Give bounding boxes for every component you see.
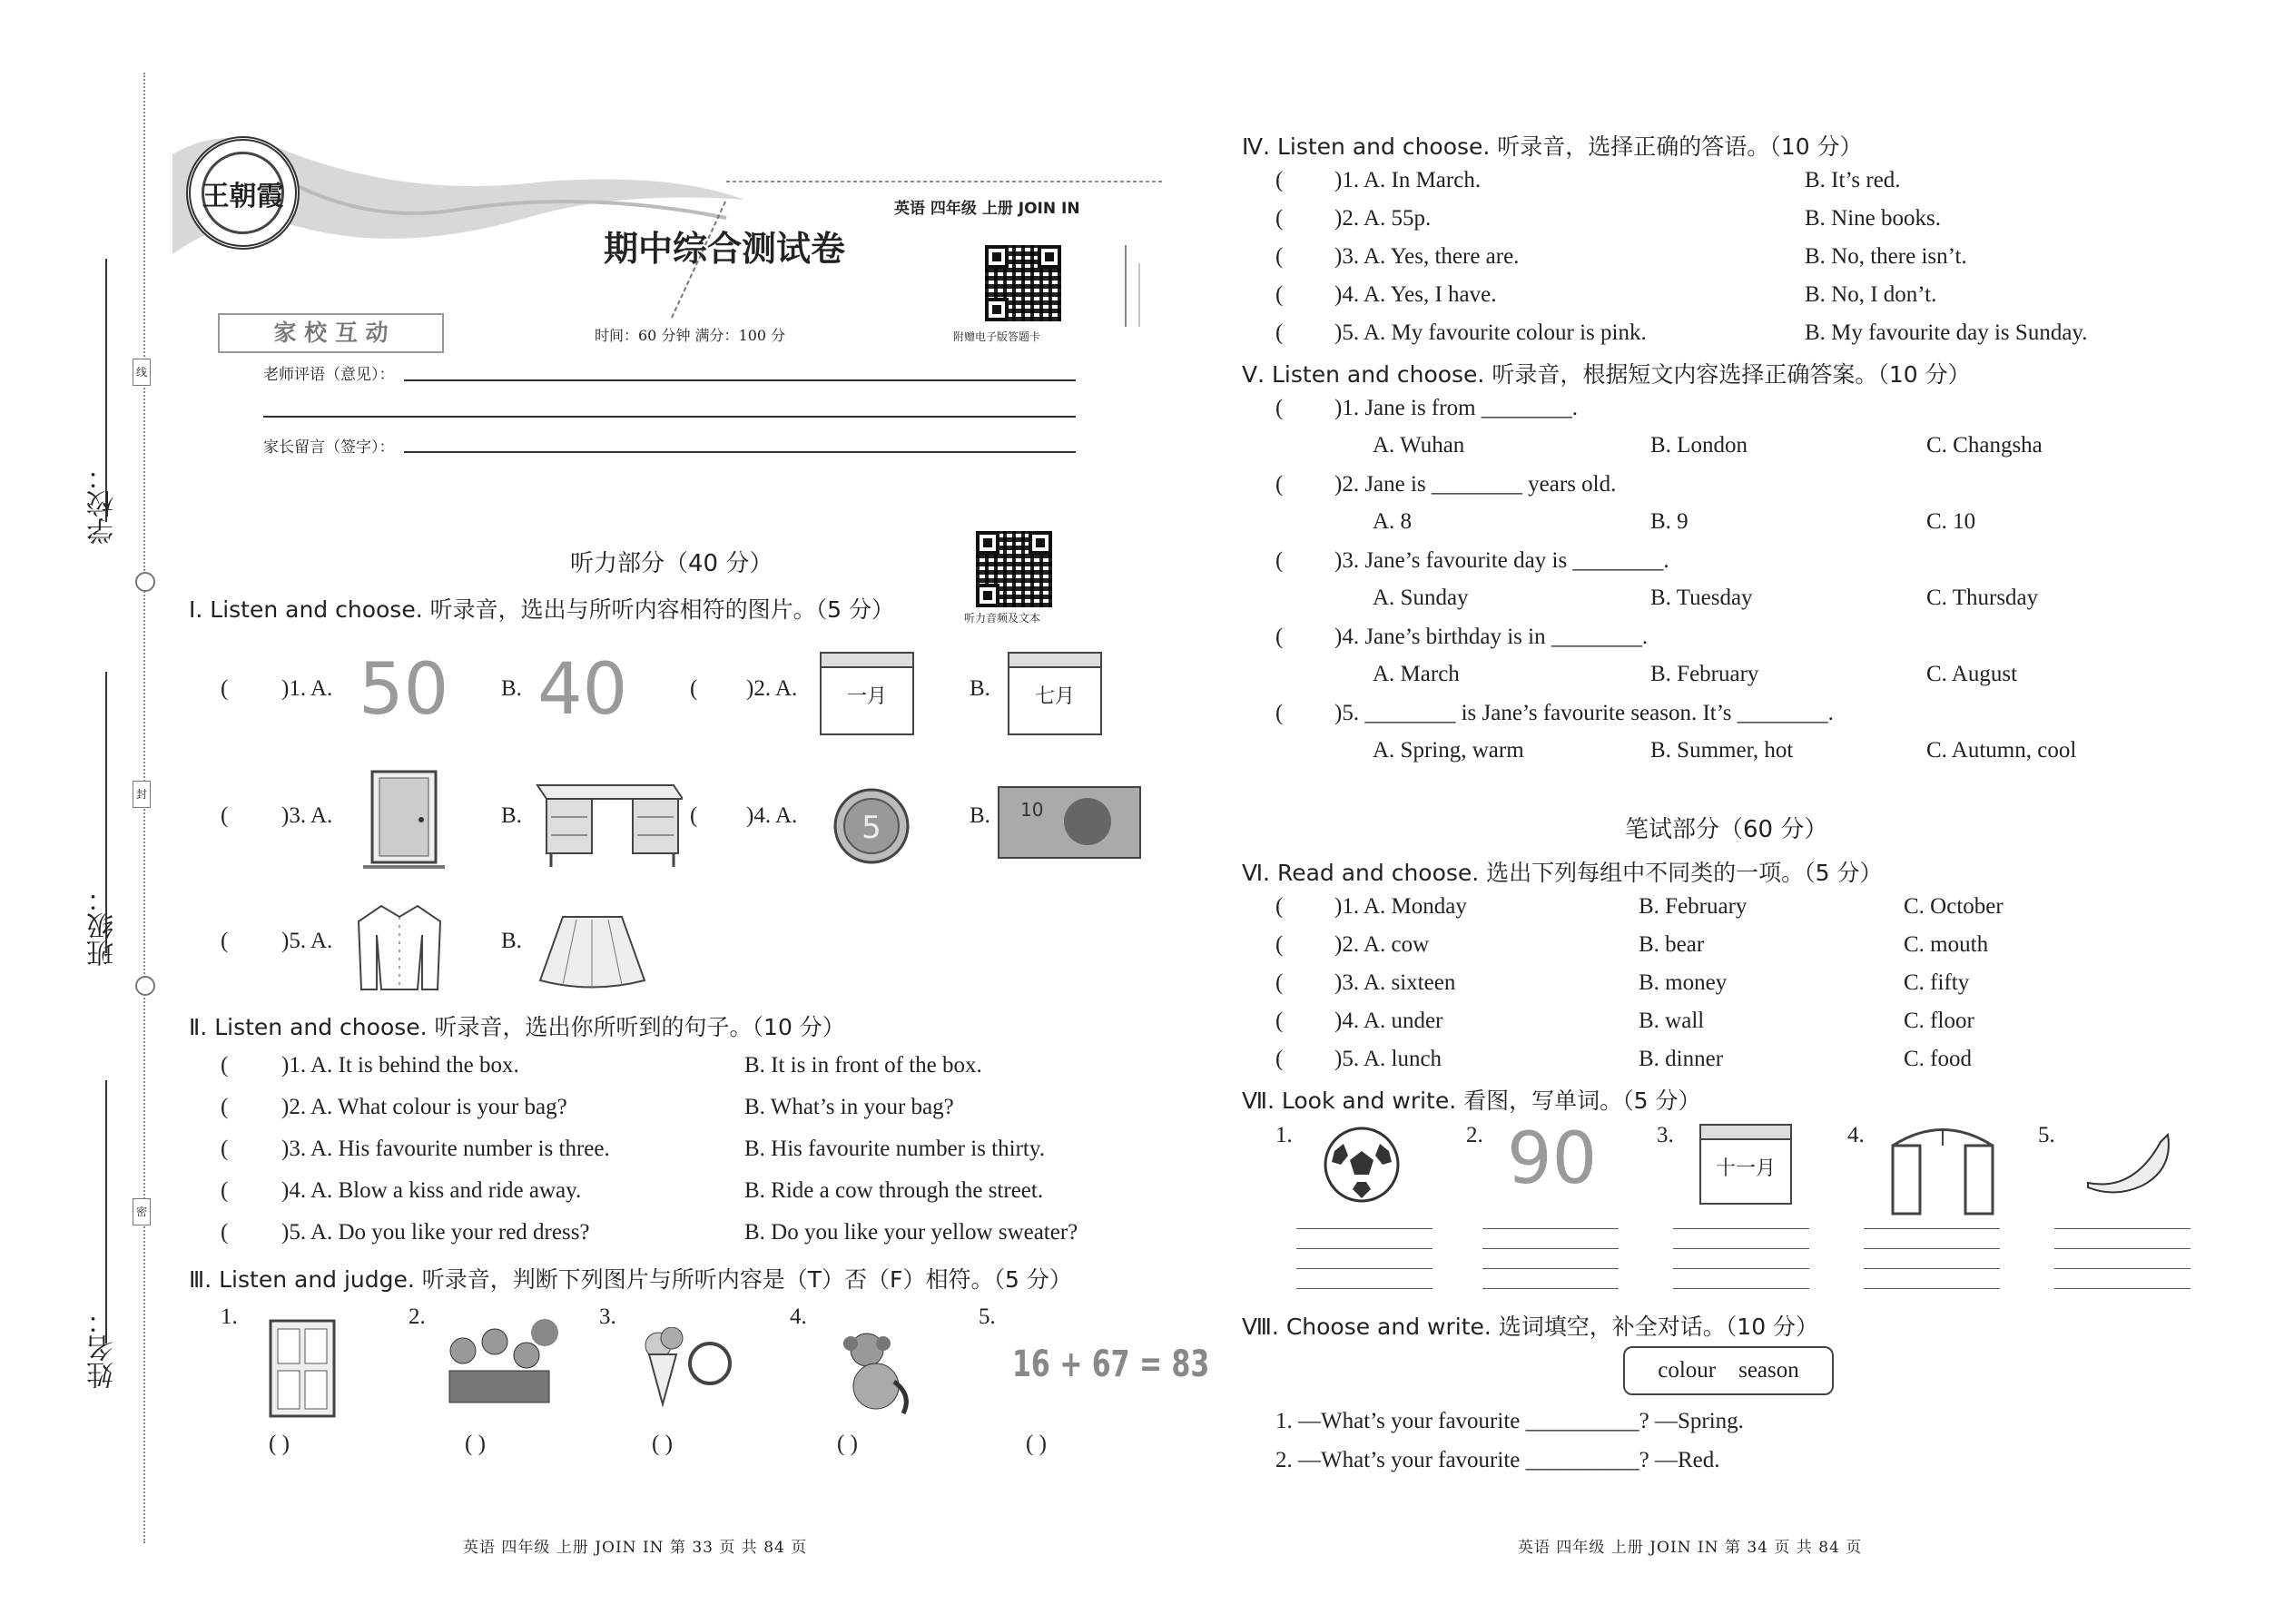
write-line-5b[interactable] — [2054, 1248, 2191, 1249]
calendar-november-picture: 十一月 — [1699, 1124, 1792, 1205]
section-8-title: Ⅷ. Choose and write. 选词填空，补全对话。（10 分） — [1242, 1314, 1819, 1340]
s5-q2-c: C. 10 — [1926, 509, 1976, 534]
s1-q4-option-b: B. — [970, 803, 990, 828]
s5-q1-c: C. Changsha — [1926, 433, 2043, 458]
svg-text:10: 10 — [1020, 799, 1044, 821]
s6-q2-c: C. mouth — [1904, 932, 1989, 957]
answer-paren[interactable]: ( — [1275, 625, 1284, 649]
name-label: 姓名： — [87, 1307, 119, 1389]
write-line-2a[interactable] — [1482, 1228, 1619, 1229]
write-line-1c[interactable] — [1296, 1268, 1433, 1269]
number-90-picture: 90 — [1507, 1118, 1598, 1200]
svg-text:5: 5 — [861, 810, 881, 846]
name-line — [105, 1080, 107, 1343]
binding-hole — [135, 572, 155, 592]
write-line-3d[interactable] — [1673, 1288, 1809, 1289]
s6-q2-b: B. bear — [1639, 932, 1705, 957]
s4-q5-option-b: B. My favourite day is Sunday. — [1805, 320, 2088, 345]
answer-paren[interactable]: ( — [221, 803, 229, 828]
s6-q5-c: C. food — [1904, 1047, 1972, 1071]
write-line-5a[interactable] — [2054, 1228, 2191, 1229]
s6-q5-b: B. dinner — [1639, 1047, 1724, 1071]
parent-comment-line[interactable] — [404, 451, 1076, 453]
family-party-picture — [436, 1314, 567, 1410]
listening-part-title: 听力部分（40 分） — [570, 550, 773, 577]
s7-num-5: 5. — [2038, 1123, 2055, 1147]
s4-q4-option-b: B. No, I don’t. — [1805, 282, 1937, 307]
answer-paren[interactable]: ( — [221, 1053, 229, 1078]
dialogue-line-1: 1. —What’s your favourite __________? —Spring. — [1275, 1409, 1744, 1433]
write-line-4c[interactable] — [1864, 1268, 2000, 1269]
time-score: 时间：60 分钟 满分：100 分 — [595, 327, 786, 344]
calendar-january-picture: 一月 — [820, 652, 914, 735]
banana-picture — [2079, 1124, 2179, 1196]
class-label: 班级： — [87, 885, 119, 967]
answer-paren[interactable]: ( — [1275, 970, 1284, 995]
footer-right: 英语 四年级 上册 JOIN IN 第 34 页 共 84 页 — [1518, 1539, 1863, 1557]
desk-picture — [528, 776, 683, 871]
s6-q3-b: B. money — [1639, 970, 1728, 995]
seal-mark-secret: 密 — [133, 1198, 151, 1225]
write-line-5d[interactable] — [2054, 1288, 2191, 1289]
section-2-title: Ⅱ. Listen and choose. 听录音，选出你所听到的句子。（10 分） — [189, 1014, 845, 1040]
s7-num-1: 1. — [1275, 1123, 1293, 1147]
answer-paren[interactable]: ( — [690, 676, 698, 701]
write-line-3c[interactable] — [1673, 1268, 1809, 1269]
teacher-comment-label: 老师评语（意见）： — [263, 366, 395, 384]
parent-comment-label: 家长留言（签字）： — [263, 438, 395, 457]
section-4-title: Ⅳ. Listen and choose. 听录音，选择正确的答语。（10 分） — [1242, 133, 1863, 160]
s5-q3: )3. Jane’s favourite day is ________. — [1334, 548, 1669, 573]
s2-q5-option-a: )5. A. Do you like your red dress? — [281, 1220, 590, 1245]
window-picture — [1879, 1118, 2006, 1218]
s2-q1-option-a: )1. A. It is behind the box. — [281, 1053, 519, 1078]
door-picture — [363, 767, 445, 871]
s3-num-3: 3. — [599, 1304, 616, 1329]
s6-q2-a: )2. A. cow — [1334, 932, 1430, 957]
section-3-title: Ⅲ. Listen and judge. 听录音，判断下列图片与所听内容是（T）否（F）相符。（5 分） — [189, 1266, 1072, 1293]
answer-paren[interactable]: ( — [1275, 282, 1284, 307]
answer-paren[interactable]: ( — [221, 929, 229, 953]
s4-q4-option-a: )4. A. Yes, I have. — [1334, 282, 1497, 307]
monkey-picture — [831, 1327, 921, 1418]
equation-picture: 16 + 67 = 83 — [1012, 1343, 1210, 1385]
s1-q5-label: )5. A. — [281, 929, 333, 953]
write-line-3b[interactable] — [1673, 1248, 1809, 1249]
write-line-1a[interactable] — [1296, 1228, 1433, 1229]
s4-q1-option-a: )1. A. In March. — [1334, 168, 1482, 192]
s7-num-4: 4. — [1847, 1123, 1865, 1147]
s1-q1-picture-b: 40 — [537, 649, 628, 731]
write-line-3a[interactable] — [1673, 1228, 1809, 1229]
s4-q2-option-b: B. Nine books. — [1805, 206, 1941, 231]
binding-dotted-line — [143, 73, 145, 1543]
logo — [186, 136, 300, 250]
teacher-comment-line[interactable] — [404, 379, 1076, 381]
footer-left: 英语 四年级 上册 JOIN IN 第 33 页 共 84 页 — [463, 1539, 808, 1557]
book-tag: 英语 四年级 上册 JOIN IN — [894, 200, 1080, 218]
s5-q3-b: B. Tuesday — [1650, 586, 1753, 610]
coin-picture — [831, 785, 912, 867]
ice-cream-apple-picture — [635, 1327, 735, 1409]
s5-q2: )2. Jane is ________ years old. — [1334, 472, 1617, 497]
s1-q1-label: )1. A. — [281, 676, 333, 701]
seal-mark-seal: 封 — [133, 781, 151, 808]
write-line-1b[interactable] — [1296, 1248, 1433, 1249]
section-5-title: Ⅴ. Listen and choose. 听录音，根据短文内容选择正确答案。（10 分） — [1242, 361, 1971, 388]
write-line-4b[interactable] — [1864, 1248, 2000, 1249]
calendar-july-picture: 七月 — [1008, 652, 1102, 735]
s5-q4-c: C. August — [1926, 662, 2018, 686]
s1-q3-label: )3. A. — [281, 803, 333, 828]
s5-q2-b: B. 9 — [1650, 509, 1689, 534]
answer-paren[interactable]: ( — [1275, 548, 1284, 573]
door-picture-2 — [263, 1316, 350, 1421]
s2-q3-option-b: B. His favourite number is thirty. — [744, 1137, 1045, 1161]
write-line-5c[interactable] — [2054, 1268, 2191, 1269]
answer-paren[interactable]: ( — [221, 1178, 229, 1203]
s6-q4-b: B. wall — [1639, 1009, 1705, 1033]
s4-q3-option-b: B. No, there isn’t. — [1805, 244, 1967, 269]
s4-q3-option-a: )3. A. Yes, there are. — [1334, 244, 1520, 269]
s1-q1-picture-a: 50 — [359, 649, 449, 731]
answer-paren[interactable]: ( — [1275, 1047, 1284, 1071]
word-bank-box: colour season — [1623, 1346, 1834, 1395]
answer-paren[interactable]: ( — [1275, 206, 1284, 231]
section-6-title: Ⅵ. Read and choose. 选出下列每组中不同类的一项。（5 分） — [1242, 860, 1883, 886]
s6-q1-b: B. February — [1639, 894, 1748, 919]
s1-q4-label: )4. A. — [746, 803, 798, 828]
s2-q4-option-a: )4. A. Blow a kiss and ride away. — [281, 1178, 582, 1203]
s5-q4-b: B. February — [1650, 662, 1759, 686]
binding-hole — [135, 976, 155, 996]
write-line-4d[interactable] — [1864, 1288, 2000, 1289]
s6-q3-a: )3. A. sixteen — [1334, 970, 1456, 995]
s5-q5-b: B. Summer, hot — [1650, 738, 1794, 763]
s2-q2-option-a: )2. A. What colour is your bag? — [281, 1095, 567, 1119]
football-picture — [1321, 1124, 1403, 1206]
s6-q1-c: C. October — [1904, 894, 2004, 919]
answer-paren[interactable]: ( — [690, 803, 698, 828]
s6-q3-c: C. fifty — [1904, 970, 1970, 995]
answer-paren[interactable]: ( — [221, 1137, 229, 1161]
judge-paren-2[interactable]: ( ) — [465, 1432, 486, 1456]
s3-num-1: 1. — [221, 1304, 238, 1329]
section-1-title: Ⅰ. Listen and choose. 听录音，选出与所听内容相符的图片。（5 分） — [189, 596, 894, 623]
s4-q1-option-b: B. It’s red. — [1805, 168, 1901, 192]
answer-paren[interactable]: ( — [1275, 320, 1284, 345]
shirt-picture — [354, 899, 445, 994]
s1-q1-option-b: B. — [501, 676, 522, 701]
s2-q5-option-b: B. Do you like your yellow sweater? — [744, 1220, 1078, 1245]
answer-paren[interactable]: ( — [1275, 472, 1284, 497]
s2-q4-option-b: B. Ride a cow through the street. — [744, 1178, 1044, 1203]
s5-q1: )1. Jane is from ________. — [1334, 396, 1579, 420]
s6-q5-a: )5. A. lunch — [1334, 1047, 1442, 1071]
s1-q5-option-b: B. — [501, 929, 522, 953]
listening-audio-qr-code[interactable] — [976, 531, 1052, 607]
s5-q3-c: C. Thursday — [1926, 586, 2039, 610]
answer-paren[interactable]: ( — [1275, 168, 1284, 192]
write-line-2c[interactable] — [1482, 1268, 1619, 1269]
s5-q4-a: A. March — [1373, 662, 1460, 686]
s6-q4-a: )4. A. under — [1334, 1009, 1443, 1033]
page-title: 期中综合测试卷 — [604, 228, 846, 269]
s1-q2-label: )2. A. — [746, 676, 798, 701]
school-label: 学校： — [87, 463, 119, 545]
section-7-title: Ⅶ. Look and write. 看图，写单词。（5 分） — [1242, 1088, 1701, 1114]
s5-q3-a: A. Sunday — [1373, 586, 1469, 610]
s2-q2-option-b: B. What’s in your bag? — [744, 1095, 954, 1119]
s5-q5-a: A. Spring, warm — [1373, 738, 1524, 763]
s5-q2-a: A. 8 — [1373, 509, 1413, 534]
s1-q3-option-b: B. — [501, 803, 522, 828]
s2-q1-option-b: B. It is in front of the box. — [744, 1053, 982, 1078]
answer-paren[interactable]: ( — [1275, 894, 1284, 919]
s3-num-4: 4. — [790, 1304, 807, 1329]
s5-q4: )4. Jane’s birthday is in ________. — [1334, 625, 1649, 649]
s7-num-2: 2. — [1466, 1123, 1483, 1147]
s5-q5: )5. ________ is Jane’s favourite season. It’s ________. — [1334, 701, 1834, 725]
write-line-2d[interactable] — [1482, 1288, 1619, 1289]
qr-caption: 附赠电子版答题卡 — [953, 330, 1041, 343]
dialogue-line-2: 2. —What’s your favourite __________? —Red. — [1275, 1448, 1720, 1472]
answer-paren[interactable]: ( — [1275, 932, 1284, 957]
answer-paren[interactable]: ( — [221, 1220, 229, 1245]
write-line-4a[interactable] — [1864, 1228, 2000, 1229]
judge-paren-5[interactable]: ( ) — [1026, 1432, 1047, 1456]
s6-q1-a: )1. A. Monday — [1334, 894, 1467, 919]
home-school-badge: 家 校 互 动 — [218, 313, 444, 353]
write-line-2b[interactable] — [1482, 1248, 1619, 1249]
answer-paren[interactable]: ( — [1275, 701, 1284, 725]
logo-text: 王朝霞 — [202, 181, 284, 212]
s5-q1-a: A. Wuhan — [1373, 433, 1465, 458]
judge-paren-4[interactable]: ( ) — [837, 1432, 858, 1456]
s6-q4-c: C. floor — [1904, 1009, 1974, 1033]
answer-card-qr-code[interactable] — [985, 245, 1061, 321]
s3-num-2: 2. — [409, 1304, 426, 1329]
seal-mark-line: 线 — [133, 359, 151, 386]
banknote-picture — [997, 785, 1142, 860]
answer-paren[interactable]: ( — [221, 1095, 229, 1119]
writing-part-title: 笔试部分（60 分） — [1625, 816, 1828, 843]
answer-paren[interactable]: ( — [1275, 396, 1284, 420]
s7-num-3: 3. — [1657, 1123, 1674, 1147]
judge-paren-3[interactable]: ( ) — [652, 1432, 673, 1456]
s5-q5-c: C. Autumn, cool — [1926, 738, 2077, 763]
s5-q1-b: B. London — [1650, 433, 1748, 458]
s4-q5-option-a: )5. A. My favourite colour is pink. — [1334, 320, 1647, 345]
answer-paren[interactable]: ( — [221, 676, 229, 701]
answer-paren[interactable]: ( — [1275, 244, 1284, 269]
judge-paren-1[interactable]: ( ) — [269, 1432, 290, 1456]
teacher-comment-line-2[interactable] — [263, 416, 1076, 418]
s4-q2-option-a: )2. A. 55p. — [1334, 206, 1432, 231]
s3-num-5: 5. — [979, 1304, 996, 1329]
s2-q3-option-a: )3. A. His favourite number is three. — [281, 1137, 610, 1161]
skirt-picture — [536, 912, 649, 989]
listening-qr-caption: 听力音频及文本 — [964, 612, 1041, 625]
s1-q2-option-b: B. — [970, 676, 990, 701]
write-line-1d[interactable] — [1296, 1288, 1433, 1289]
answer-paren[interactable]: ( — [1275, 1009, 1284, 1033]
